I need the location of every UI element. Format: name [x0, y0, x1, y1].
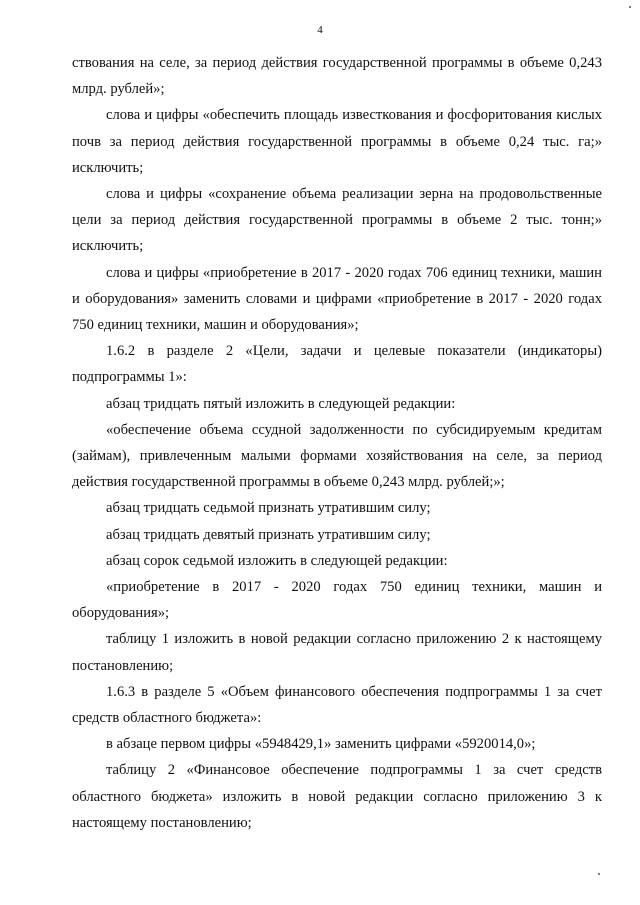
- paragraph: абзац тридцать девятый признать утратившим силу;: [106, 526, 431, 543]
- paragraph: таблицу 2 «Финансовое обеспечение подпрограммы 1 за счет средств областного бюджета» изложить в новой редакции согласно приложению 3 к настоящему постановлению;: [72, 762, 602, 831]
- paragraph: «обеспечение объема ссудной задолженности по субсидируемым кредитам (займам), привлеченным малыми формами хозяйствования на селе, за период действия государственной программы в объеме 0,243 млрд. рублей;»;: [72, 421, 602, 491]
- paragraph: абзац тридцать седьмой признать утратившим силу;: [106, 500, 431, 517]
- paragraph-continuation: ствования на селе, за период действия государственной программы в объеме 0,243 млрд. рублей»;: [72, 55, 602, 98]
- scan-speck: [629, 6, 631, 8]
- paragraph: таблицу 1 изложить в новой редакции согласно приложению 2 к настоящему постановлению;: [72, 631, 602, 674]
- paragraph: «приобретение в 2017 - 2020 годах 750 единиц техники, машин и оборудования»;: [72, 579, 602, 622]
- paragraph: слова и цифры «приобретение в 2017 - 2020 годах 706 единиц техники, машин и оборудования» заменить словами и цифрами «приобретение в 2017 - 2020 годах 750 единиц техники, машин и оборудования»;: [72, 264, 602, 334]
- scan-speck: [598, 873, 600, 875]
- paragraph: в абзаце первом цифры «5948429,1» заменить цифрами «5920014,0»;: [106, 736, 536, 753]
- paragraph: абзац тридцать пятый изложить в следующей редакции:: [106, 395, 456, 412]
- document-body: [72, 50, 602, 836]
- paragraph: абзац сорок седьмой изложить в следующей редакции:: [106, 552, 448, 569]
- paragraph: слова и цифры «сохранение объема реализации зерна на продовольственные цели за период действия государственной программы в объеме 2 тыс. тонн;» исключить;: [72, 186, 602, 255]
- paragraph: 1.6.3 в разделе 5 «Объем финансового обеспечения подпрограммы 1 за счет средств областного бюджета»:: [72, 683, 602, 727]
- paragraph: слова и цифры «обеспечить площадь известкования и фосфоритования кислых почв за период действия государственной программы в объеме 0,24 тыс. га;» исключить;: [72, 107, 602, 176]
- paragraph: 1.6.2 в разделе 2 «Цели, задачи и целевые показатели (индикаторы) подпрограммы 1»:: [72, 343, 602, 386]
- page-number: 4: [317, 24, 323, 36]
